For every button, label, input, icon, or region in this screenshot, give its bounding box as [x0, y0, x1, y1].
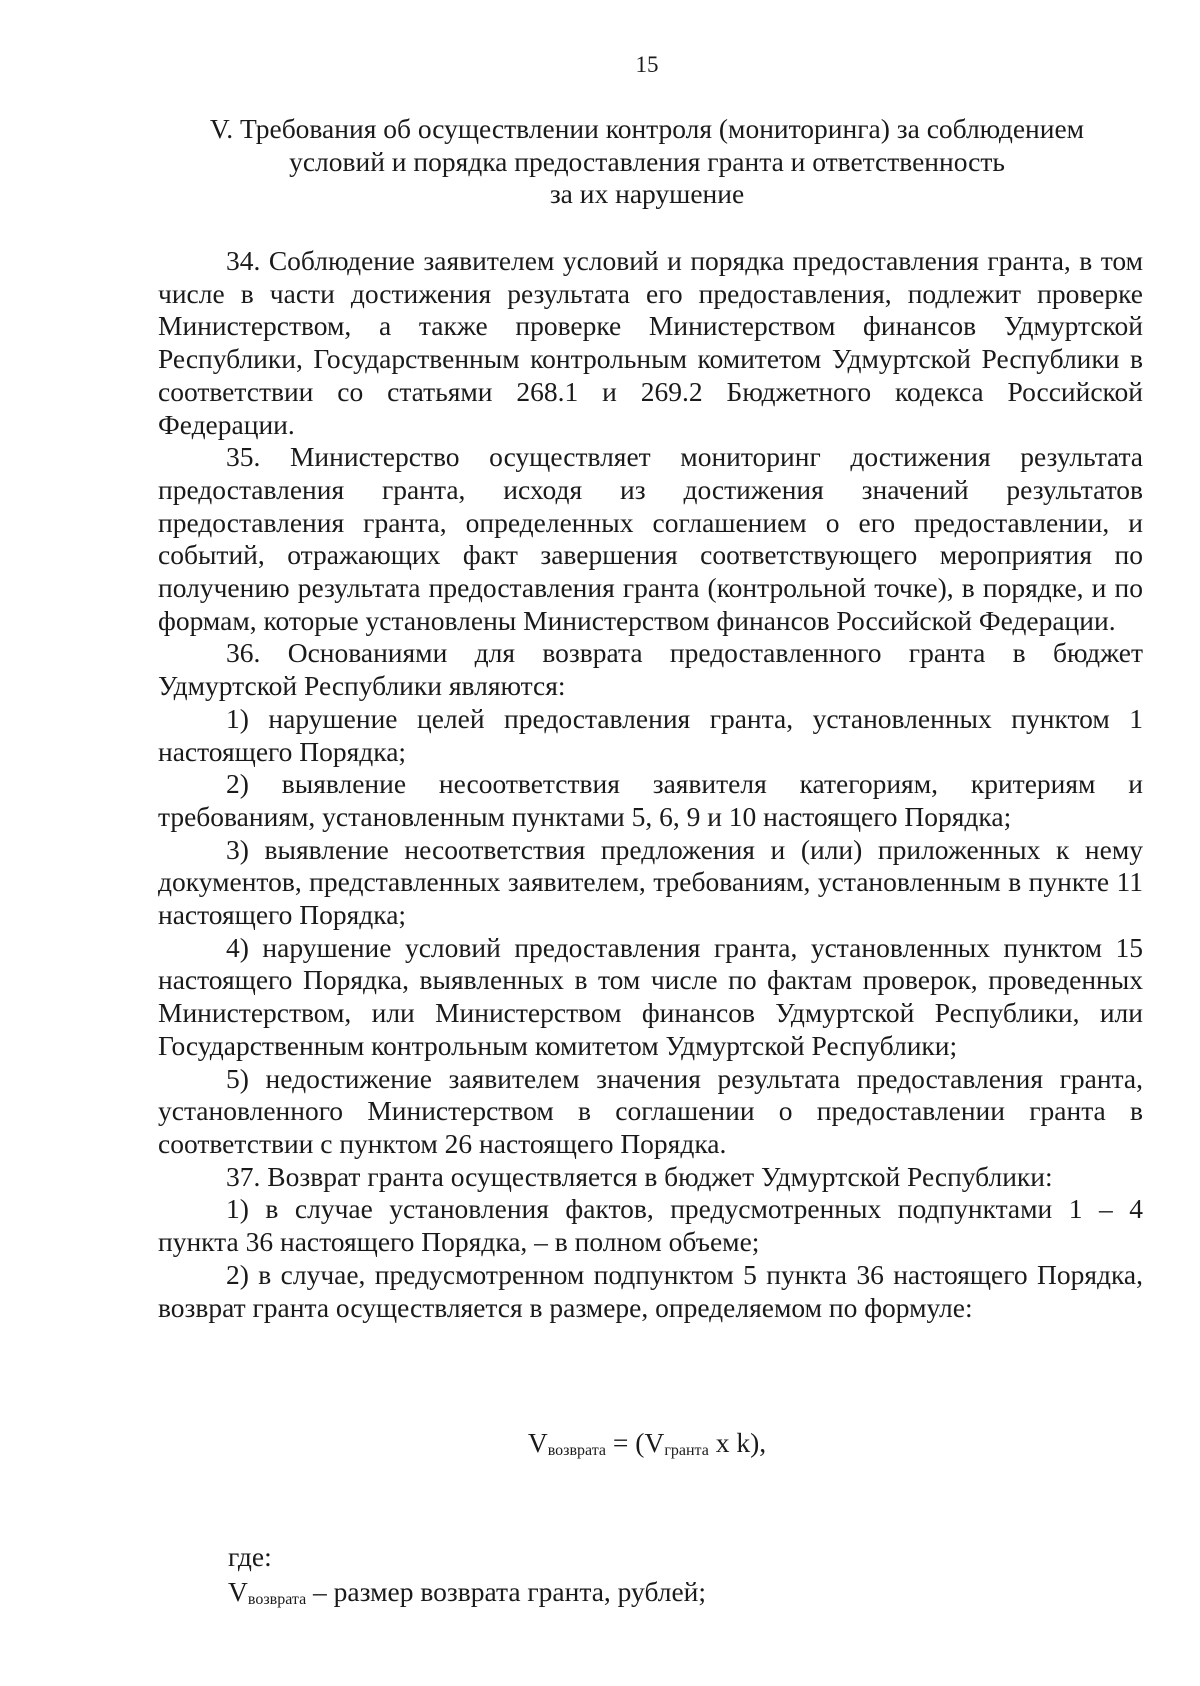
paragraph-35: 35. Министерство осуществляет мониторинг достижения результата предоставления гранта, исходя из достижения значений результатов предоставления гранта, определенных соглашением о его предоставлении, и событий, отражающих факт завершения соответствующего мероприятия по получению результата предоставления гранта (контрольной точке), в порядке, и по формам, которые установлены Министерством финансов Российской Федерации.: [158, 441, 1143, 636]
body-text: [158, 245, 1143, 1324]
definition-subscript: возврата: [247, 1591, 307, 1608]
where-label: где:: [228, 1541, 272, 1572]
formula-tail: x k),: [708, 1427, 767, 1458]
section-title-line: за их нарушение: [549, 178, 745, 210]
paragraph-34: 34. Соблюдение заявителем условий и порядка предоставления гранта, в том числе в части достижения результата его предоставления, подлежит проверке Министерством, а также проверке Министерством финансов Удмуртской Республики, Государственным контрольным комитетом Удмуртской Республики в соответствии со статьями 268.1 и 269.2 Бюджетного кодекса Российской Федерации.: [158, 245, 1143, 440]
formula-subscript-grant: гранта: [664, 1442, 709, 1459]
paragraph-36: 36. Основаниями для возврата предоставленного гранта в бюджет Удмуртской Республики являются:: [158, 637, 1143, 702]
paragraph-36-item-1: 1) нарушение целей предоставления гранта, установленных пунктом 1 настоящего Порядка;: [158, 702, 1143, 767]
definition-v: V: [228, 1576, 248, 1607]
paragraph-37: 37. Возврат гранта осуществляется в бюджет Удмуртской Республики:: [226, 1160, 1053, 1192]
paragraph-37-item-1: 1) в случае установления фактов, предусмотренных подпунктами 1 – 4 пункта 36 настоящего Порядка, – в полном объеме;: [158, 1193, 1143, 1258]
paragraph-36-item-2: 2) выявление несоответствия заявителя категориям, критериям и требованиям, установленным пунктами 5, 6, 9 и 10 настоящего Порядка;: [158, 768, 1143, 832]
formula-subscript-return: возврата: [547, 1442, 607, 1459]
page-number: 15: [635, 52, 659, 77]
section-title-line: условий и порядка предоставления гранта и ответственность: [289, 145, 1005, 177]
paragraph-36-item-4: 4) нарушение условий предоставления гранта, установленных пунктом 15 настоящего Порядка, выявленных в том числе по фактам проверок, проведенных Министерством, или Министерством финансов Удмуртской Республики, или Государственным контрольным комитетом Удмуртской Республики;: [158, 931, 1143, 1061]
formula-equals: = (V: [606, 1427, 665, 1458]
section-title: [150, 113, 1144, 211]
paragraph-37-item-2: 2) в случае, предусмотренном подпунктом 5 пункта 36 настоящего Порядка, возврат гранта осуществляется в размере, определяемом по формуле:: [158, 1258, 1143, 1323]
paragraph-36-item-5: 5) недостижение заявителем значения результата предоставления гранта, установленного Министерством в соглашении о предоставлении гранта в соответствии с пунктом 26 настоящего Порядка.: [158, 1062, 1143, 1159]
variable-definition: [228, 1576, 706, 1609]
definition-text: – размер возврата гранта, рублей;: [306, 1576, 707, 1607]
formula-v: V: [527, 1427, 548, 1458]
paragraph-36-item-3: 3) выявление несоответствия предложения и (или) приложенных к нему документов, представленных заявителем, требованиям, установленным в пункте 11 настоящего Порядка;: [158, 833, 1143, 931]
section-title-line: V. Требования об осуществлении контроля (мониторинга) за соблюдением: [209, 113, 1085, 144]
return-formula: [0, 1427, 1200, 1460]
